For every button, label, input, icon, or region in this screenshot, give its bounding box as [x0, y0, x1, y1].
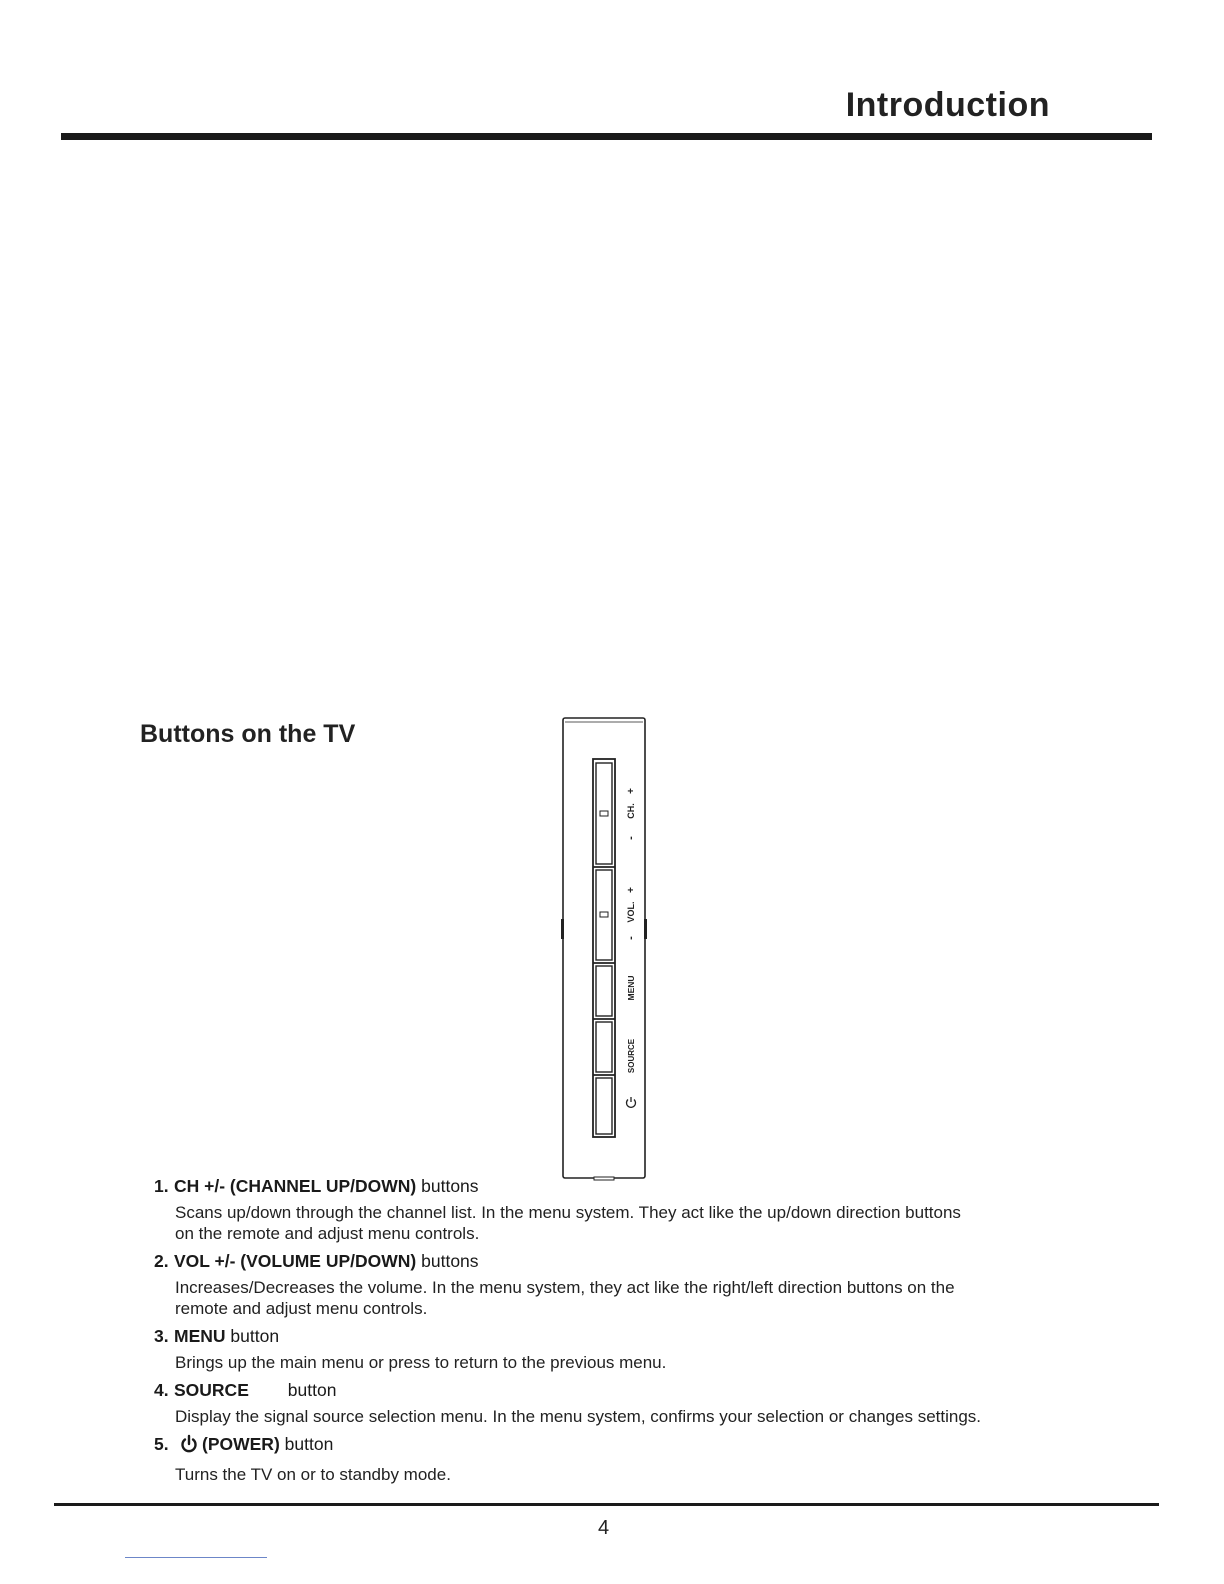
item-number: 2. — [154, 1251, 169, 1271]
item-key: CH +/- (CHANNEL UP/DOWN) — [174, 1176, 417, 1196]
item-heading — [154, 1432, 1114, 1460]
item-description-line: Increases/Decreases the volume. In the menu system, they act like the right/left direction buttons on the — [175, 1278, 955, 1297]
source-label: SOURCE — [627, 1038, 636, 1074]
list-item — [154, 1324, 1114, 1373]
button-descriptions — [154, 1174, 1114, 1485]
tv-button-panel — [560, 716, 650, 1186]
panel-clip-right — [644, 919, 647, 939]
header-rule — [61, 133, 1152, 140]
page-number: 4 — [598, 1517, 610, 1539]
item-heading — [154, 1249, 1114, 1273]
item-heading — [154, 1174, 1114, 1198]
item-suffix: button — [284, 1434, 334, 1454]
vol-plus-label: + — [626, 887, 637, 893]
item-key: MENU — [174, 1326, 226, 1346]
ch-button — [596, 763, 612, 864]
item-key: VOL +/- (VOLUME UP/DOWN) — [174, 1251, 417, 1271]
list-item — [154, 1249, 1114, 1319]
item-heading — [154, 1378, 1114, 1402]
item-number: 5. — [154, 1434, 169, 1454]
item-number: 1. — [154, 1176, 169, 1196]
vol-minus-label: - — [625, 936, 637, 940]
footer-rule — [54, 1503, 1159, 1506]
list-item — [154, 1174, 1114, 1244]
vol-button — [596, 870, 612, 960]
ch-plus-label: + — [626, 788, 637, 794]
list-item — [154, 1432, 1114, 1485]
power-button — [596, 1078, 612, 1134]
page-title: Introduction — [845, 86, 1050, 124]
item-suffix: buttons — [421, 1251, 479, 1271]
item-description-line: Brings up the main menu or press to return to the previous menu. — [175, 1353, 667, 1372]
ch-label: CH. — [626, 803, 636, 819]
item-number: 3. — [154, 1326, 169, 1346]
item-description-line: remote and adjust menu controls. — [175, 1299, 428, 1318]
item-suffix: button — [230, 1326, 280, 1346]
item-suffix: button — [287, 1380, 337, 1400]
item-suffix: buttons — [421, 1176, 479, 1196]
item-description-line: Scans up/down through the channel list. In the menu system. They act like the up/down direction buttons — [175, 1203, 961, 1222]
source-button — [596, 1022, 612, 1072]
menu-label: MENU — [626, 975, 636, 1001]
item-key: (POWER) — [202, 1434, 280, 1454]
item-key: SOURCE — [174, 1380, 249, 1400]
list-item — [154, 1378, 1114, 1427]
item-description-line: Display the signal source selection menu. In the menu system, confirms your selection or changes settings. — [175, 1407, 981, 1426]
vol-label: VOL. — [626, 901, 636, 923]
menu-button — [596, 966, 612, 1016]
item-description-line: on the remote and adjust menu controls. — [175, 1224, 480, 1243]
panel-clip-left — [561, 919, 564, 939]
item-heading — [154, 1324, 1114, 1348]
section-heading: Buttons on the TV — [140, 720, 356, 748]
item-number: 4. — [154, 1380, 169, 1400]
item-description-line: Turns the TV on or to standby mode. — [175, 1465, 451, 1484]
footer-underline — [125, 1557, 267, 1558]
power-icon — [180, 1434, 198, 1460]
ch-minus-label: - — [625, 836, 637, 840]
